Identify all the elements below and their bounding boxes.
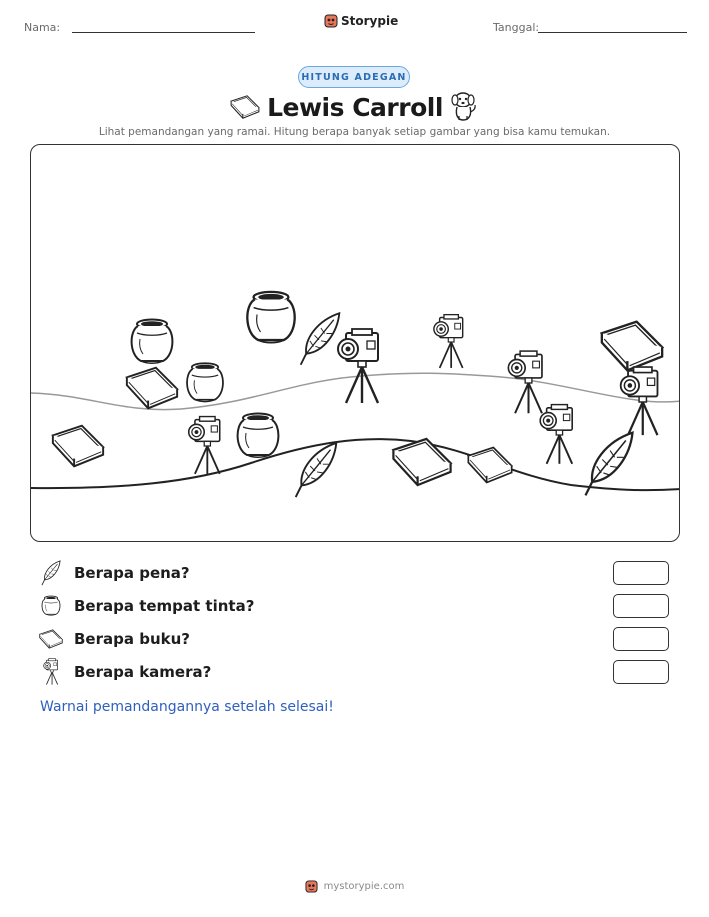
question-row-ink-pot	[38, 592, 678, 620]
scene-canvas	[31, 145, 680, 542]
storypie-mascot-icon	[305, 880, 318, 893]
activity-badge: HITUNG ADEGAN	[298, 66, 410, 88]
counting-scene[interactable]	[30, 144, 680, 542]
name-label: Nama:	[24, 21, 61, 34]
date-label: Tanggal:	[493, 21, 540, 34]
page-title: Lewis Carroll	[267, 92, 443, 122]
scene-inkpot-2[interactable]	[247, 292, 294, 343]
date-field[interactable]	[538, 32, 687, 33]
answer-box-ink-pot[interactable]	[613, 594, 669, 618]
coloring-instruction: Warnai pemandangannya setelah selesai!	[40, 699, 334, 715]
quill-icon	[38, 560, 64, 586]
question-text: Berapa buku?	[74, 630, 190, 648]
scene-quill-1[interactable]	[301, 313, 340, 365]
scene-camera-3[interactable]	[189, 417, 220, 474]
scene-camera-1[interactable]	[338, 329, 378, 403]
question-text: Berapa tempat tinta?	[74, 597, 255, 615]
scene-book-2[interactable]	[53, 426, 103, 467]
scene-camera-5[interactable]	[540, 405, 572, 464]
question-text: Berapa kamera?	[74, 663, 212, 681]
ink-pot-icon	[38, 593, 64, 619]
book-icon	[38, 626, 64, 652]
scene-quill-2[interactable]	[296, 443, 337, 497]
scene-book-4[interactable]	[468, 448, 511, 483]
brand-logo	[324, 14, 398, 28]
storypie-mascot-icon	[324, 14, 338, 28]
question-row-quill	[38, 559, 678, 587]
scene-inkpot-3[interactable]	[187, 363, 223, 402]
answer-box-camera[interactable]	[613, 660, 669, 684]
scene-inkpot-1[interactable]	[132, 320, 173, 364]
brand-name: Storypie	[341, 14, 399, 28]
question-text: Berapa pena?	[74, 564, 190, 582]
footer-url[interactable]: mystorypie.com	[323, 881, 405, 892]
scene-quill-3[interactable]	[585, 433, 632, 496]
footer-brand	[0, 880, 709, 893]
camera-icon	[38, 659, 64, 685]
page-subtitle: Lihat pemandangan yang ramai. Hitung berapa banyak setiap gambar yang bisa kamu temukan.	[98, 126, 611, 138]
scene-book-3[interactable]	[393, 439, 450, 485]
question-row-camera	[38, 658, 678, 686]
question-row-book	[38, 625, 678, 653]
answer-box-book[interactable]	[613, 627, 669, 651]
scene-camera-2[interactable]	[434, 315, 463, 368]
name-field[interactable]	[72, 32, 255, 33]
answer-box-quill[interactable]	[613, 561, 669, 585]
scene-book-1[interactable]	[127, 368, 177, 409]
puppy-icon	[450, 90, 478, 122]
near-hill-line	[31, 439, 680, 490]
scene-inkpot-4[interactable]	[238, 414, 279, 458]
scene-book-5[interactable]	[602, 322, 662, 371]
